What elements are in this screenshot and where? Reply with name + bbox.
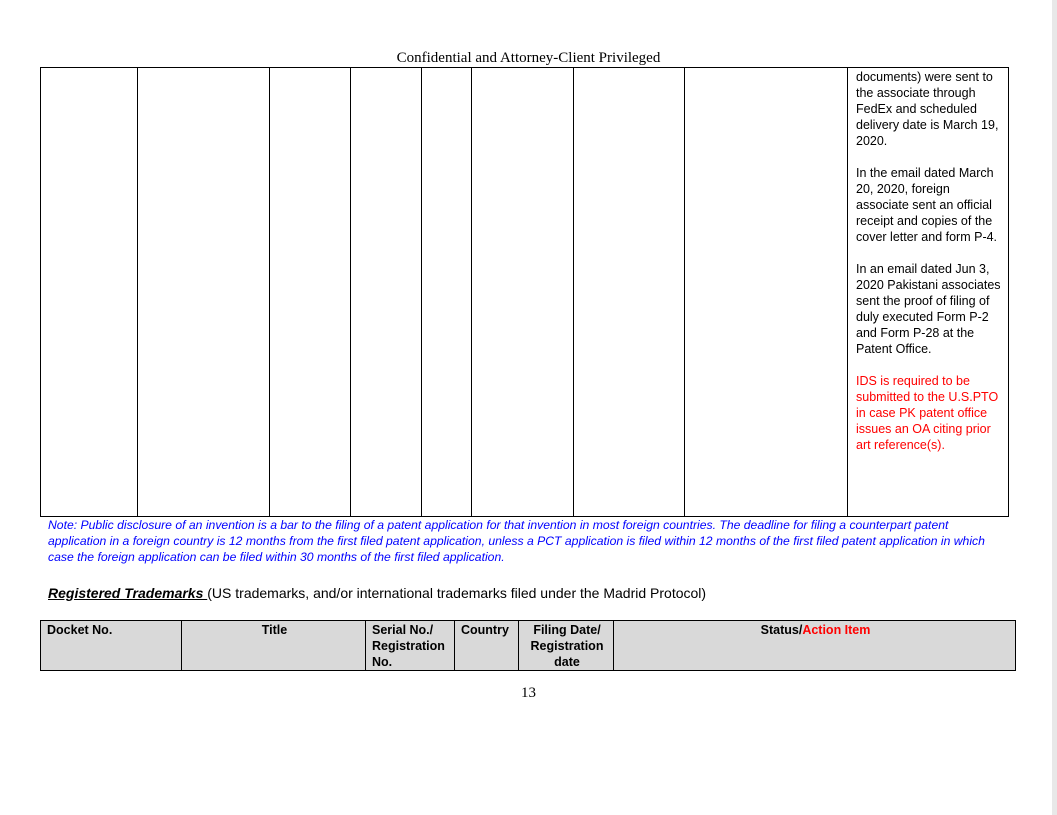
table-cell [685, 68, 848, 517]
trademarks-heading-label: Registered Trademarks [48, 585, 208, 601]
trademarks-table [40, 620, 1016, 671]
column-header-serial: Serial No./ Registration No. [366, 621, 455, 671]
column-header-docket: Docket No. [41, 621, 182, 671]
table-cell [422, 68, 472, 517]
patent-continuation-table [40, 67, 1009, 517]
column-header-status [614, 621, 1016, 671]
status-notes-cell [848, 68, 1009, 517]
trademarks-heading [48, 585, 706, 602]
table-cell [574, 68, 685, 517]
table-header-row [41, 621, 1016, 671]
column-header-filing-date: Filing Date/ Registration date [519, 621, 614, 671]
action-item-label: Action Item [802, 623, 871, 637]
confidentiality-header: Confidential and Attorney-Client Privileged [396, 50, 661, 66]
status-note-paragraph: In the email dated March 20, 2020, foreign associate sent an official receipt and copies of the cover letter and form P-4. [856, 166, 998, 244]
table-cell [41, 68, 138, 517]
column-header-country: Country [455, 621, 519, 671]
action-item-note: IDS is required to be submitted to the U.S.PTO in case PK patent office issues an OA citing prior art reference(s). [856, 374, 999, 452]
disclosure-note: Note: Public disclosure of an invention is a bar to the filing of a patent application for that invention in most foreign countries. The deadline for filing a counterpart patent application in a foreign country is 12 months from the first filed patent application, unless a PCT application is filed within 12 months of the first filed patent application in which case the foreign application can be filed within 30 months of the first filed application. [48, 518, 985, 564]
page-number: 13 [521, 685, 536, 701]
table-row [41, 68, 1009, 517]
status-label: Status/ [760, 623, 803, 637]
table-cell [351, 68, 422, 517]
status-note-paragraph: documents) were sent to the associate through FedEx and scheduled delivery date is March 19, 2020. [856, 70, 999, 148]
column-header-title: Title [182, 621, 366, 671]
table-cell [138, 68, 270, 517]
status-note-paragraph: In an email dated Jun 3, 2020 Pakistani associates sent the proof of filing of duly executed Form P-2 and Form P-28 at the Patent Office. [856, 262, 1001, 356]
trademarks-subheading: (US trademarks, and/or international trademarks filed under the Madrid Protocol) [207, 585, 707, 601]
table-cell [270, 68, 351, 517]
table-cell [472, 68, 574, 517]
